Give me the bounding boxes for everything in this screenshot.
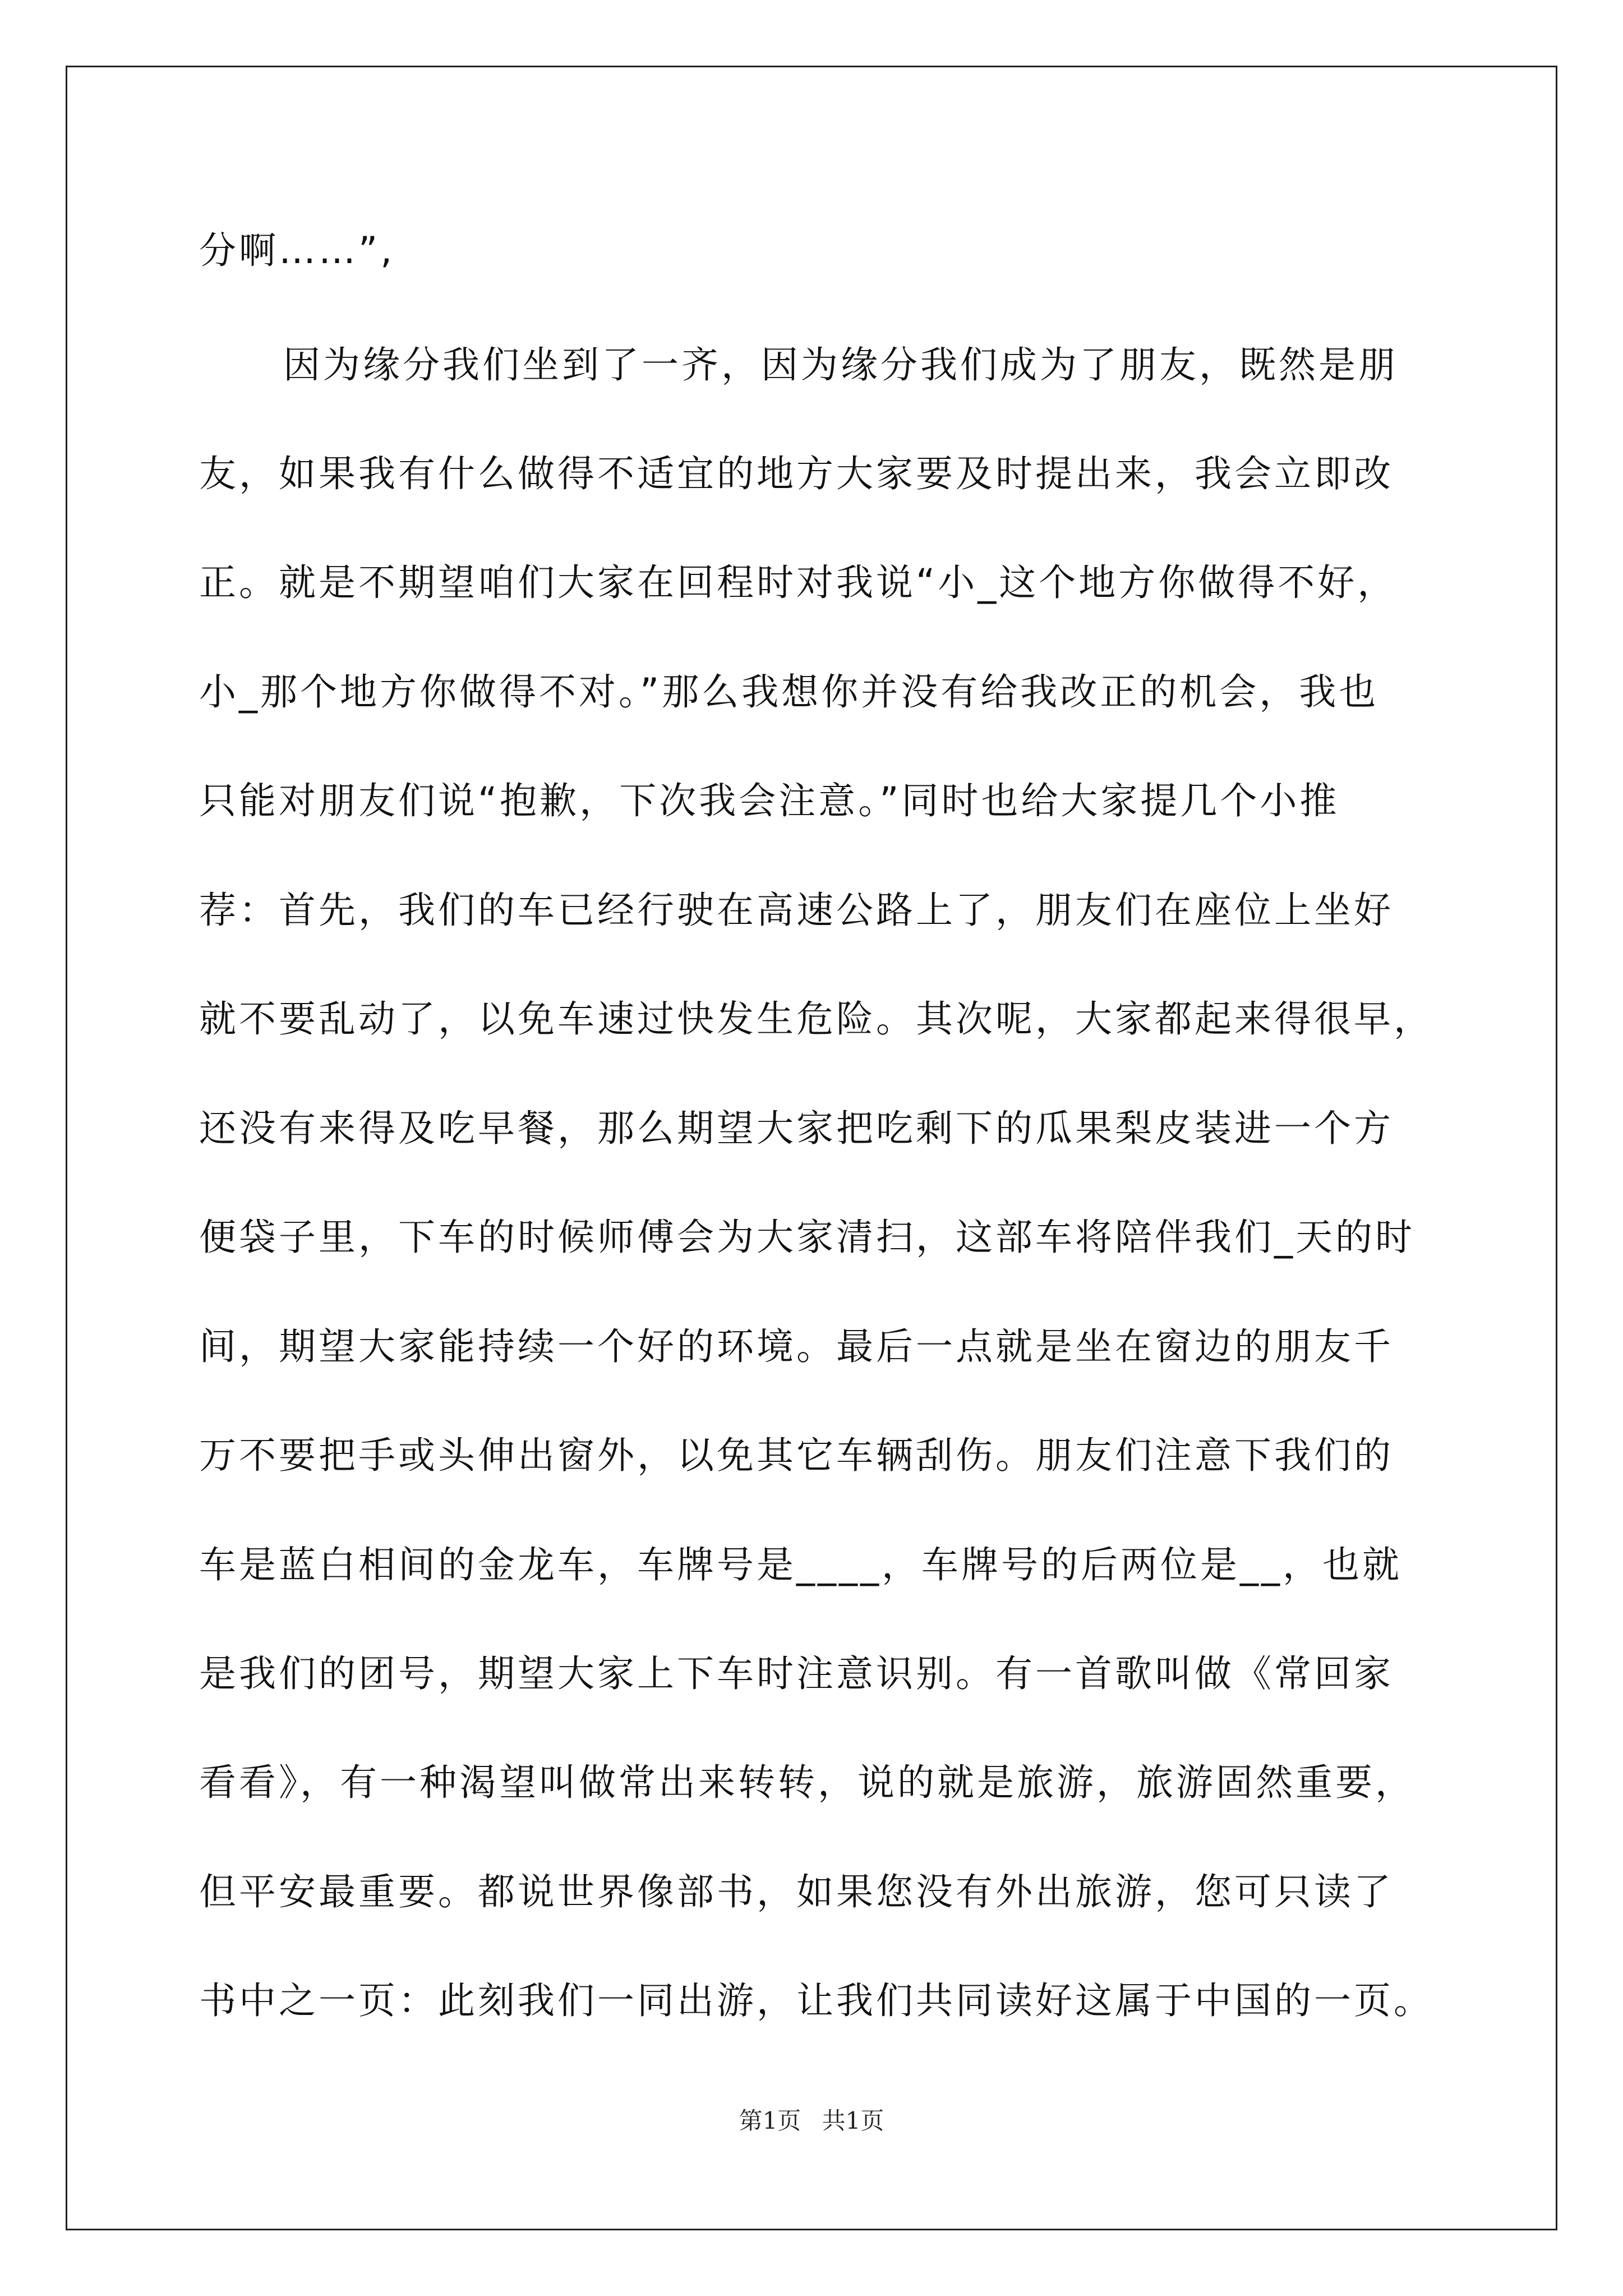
body-text-line: 只能对朋友们说“抱歉，下次我会注意。”同时也给大家提几个小推 [199,779,1340,822]
page-total: 共1页 [822,2107,884,2134]
body-text-line: 看看》，有一种渴望叫做常出来转转，说的就是旅游，旅游固然重要， [199,1761,1415,1804]
body-text-line: 间，期望大家能持续一个好的环境。最后一点就是坐在窗边的朋友千 [199,1325,1394,1368]
body-text-line: 友，如果我有什么做得不适宜的地方大家要及时提出来，我会立即改 [199,452,1394,495]
paragraph-first-line: 因为缘分我们坐到了一齐，因为缘分我们成为了朋友，既然是朋 [283,343,1398,386]
body-text-line: 是我们的团号，期望大家上下车时注意识别。有一首歌叫做《常回家 [199,1652,1394,1695]
body-text-line: 万不要把手或头伸出窗外，以免其它车辆刮伤。朋友们注意下我们的 [199,1434,1394,1477]
body-text-line: 正。就是不期望咱们大家在回程时对我说“小_这个地方你做得不好， [199,561,1398,604]
body-text-line: 还没有来得及吃早餐，那么期望大家把吃剩下的瓜果梨皮装进一个方 [199,1107,1394,1150]
body-text-line: 车是蓝白相间的金龙车，车牌号是____，车牌号的后两位是__，也就 [199,1543,1402,1586]
body-text-line: 荐：首先，我们的车已经行驶在高速公路上了，朋友们在座位上坐好 [199,889,1394,932]
body-text-line: 就不要乱动了，以免车速过快发生危险。其次呢，大家都起来得很早， [199,997,1433,1041]
body-text-line: 小_那个地方你做得不对。”那么我想你并没有给我改正的机会，我也 [199,670,1379,714]
body-text-line: 便袋子里，下车的时候师傅会为大家清扫，这部车将陪伴我们_天的时 [199,1216,1415,1259]
page-footer [0,2102,1623,2136]
body-text-line: 分啊……”, [199,229,395,272]
body-text-line: 书中之一页：此刻我们一同出游，让我们共同读好这属于中国的一页。 [199,1979,1433,2022]
page-number: 第1页 [739,2107,801,2134]
body-text-line: 但平安最重要。都说世界像部书，如果您没有外出旅游，您可只读了 [199,1870,1394,1913]
